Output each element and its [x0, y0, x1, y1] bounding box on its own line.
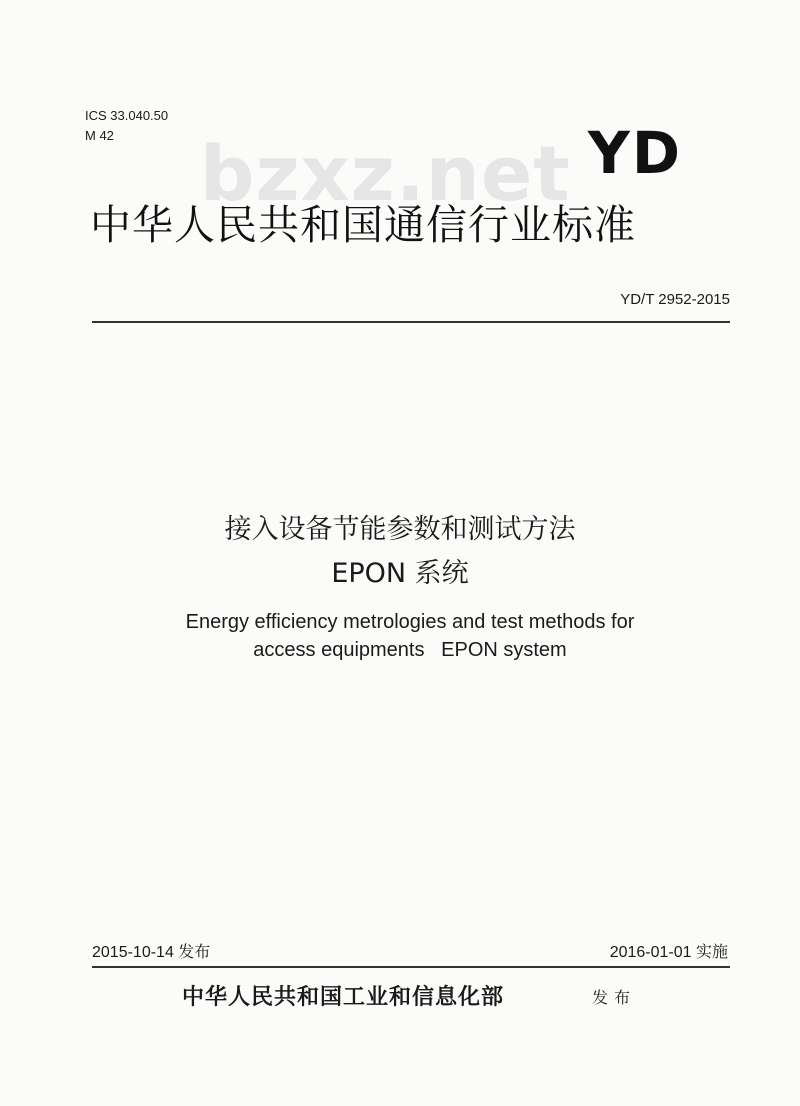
header-divider [92, 321, 730, 323]
classification-code: M 42 [85, 128, 114, 143]
implementation-date: 2016-01-01 实施 [609, 944, 728, 961]
document-title-en-line1: Energy efficiency metrologies and test methods for [185, 611, 635, 633]
ics-code: ICS 33.040.50 [85, 108, 169, 123]
footer-divider [92, 966, 730, 968]
publisher-name: 中华人民共和国工业和信息化部 [182, 984, 505, 1010]
issue-date: 2015-10-14 发布 [92, 944, 211, 961]
agency-title: 中华人民共和国通信行业标准 [90, 201, 636, 249]
publish-label: 发布 [592, 988, 637, 1007]
document-title-en-line2: access equipments EPON system [253, 639, 567, 661]
document-title-cn: 接入设备节能参数和测试方法 [224, 514, 576, 545]
yd-logo: YD [587, 119, 682, 187]
watermark: bzxz.net [200, 129, 571, 218]
standard-number: YD/T 2952-2015 [620, 291, 730, 308]
document-subtitle-cn: EPON 系统 [331, 558, 469, 589]
